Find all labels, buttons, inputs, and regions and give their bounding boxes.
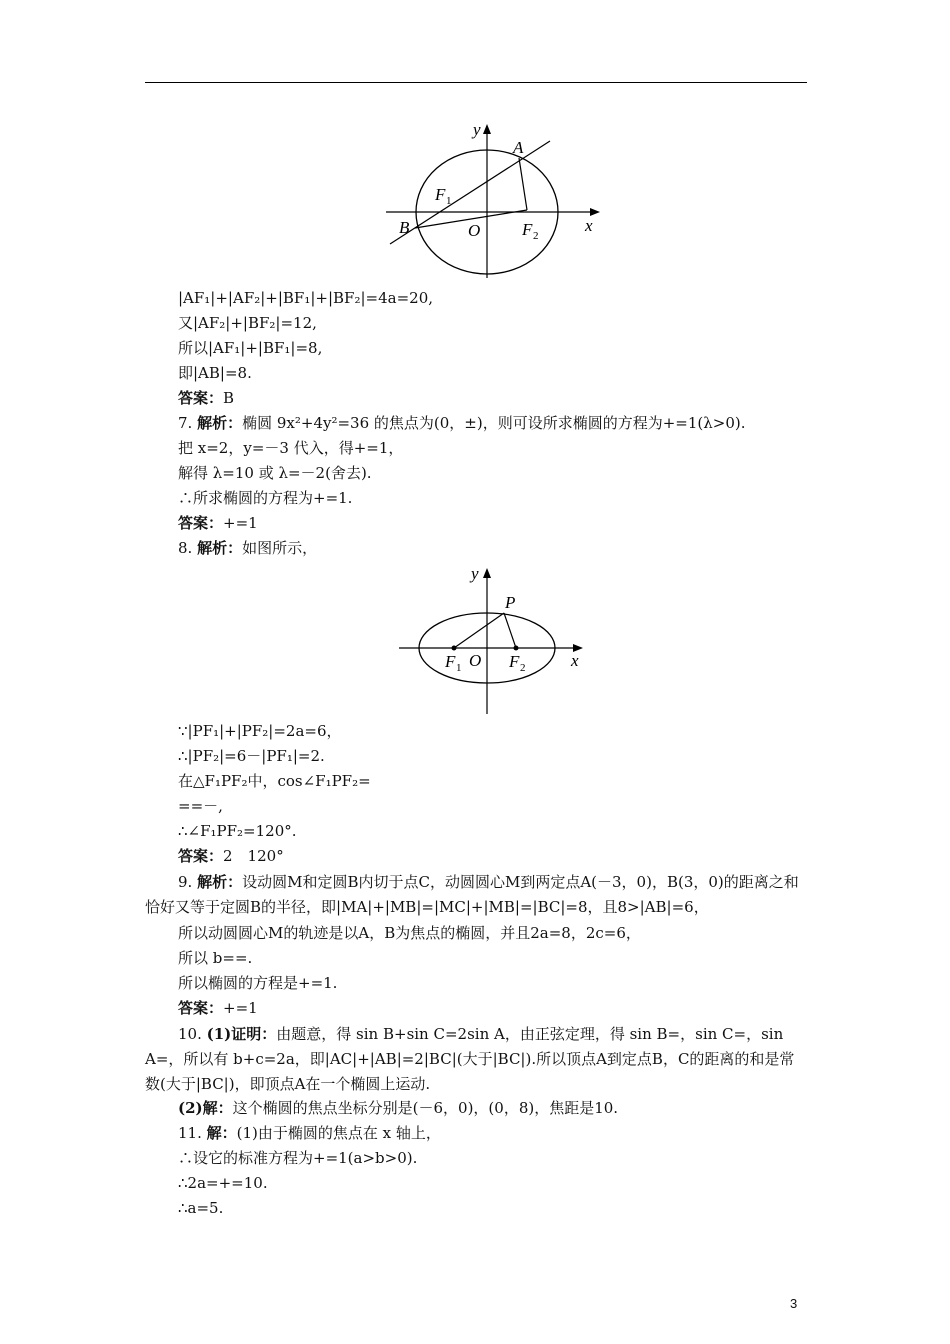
x-axis-arrow [590, 208, 600, 216]
figure-ellipse-1 [380, 118, 610, 283]
point-f2 [514, 646, 519, 651]
answer-9 [178, 997, 258, 1019]
answer-text: +=1 [223, 514, 258, 532]
label-x: x [571, 651, 579, 670]
q8-line-3: ∴|PF₂|=6－|PF₁|=2. [178, 747, 325, 765]
q11-line-3: ∴2a=+=10. [178, 1174, 268, 1192]
segment-p-f2 [504, 613, 516, 648]
q9-line-4: 所以椭圆的方程是+=1. [178, 974, 338, 992]
label-y: y [473, 120, 481, 139]
segment-f1-p [454, 613, 504, 648]
q9-label: 解析： [197, 873, 243, 891]
answer-6 [178, 387, 234, 409]
q10-paragraph [145, 1022, 807, 1097]
answer-8 [178, 845, 284, 867]
label-f2: F [509, 652, 520, 671]
q7-text: 椭圆 9x²+4y²=36 的焦点为(0，±)，则可设所求椭圆的方程为+=1(λ>0). [242, 414, 746, 432]
label-f1-sub: 1 [446, 195, 452, 207]
answer-7 [178, 512, 258, 534]
label-o: O [469, 651, 482, 670]
answer-text: 2 120° [223, 847, 284, 865]
label-f1: F [435, 185, 446, 204]
q10-text: 由题意，得 sin B+sin C=2sin A，由正弦定理，得 sin B=，sin C=，sin A=，所以有 b+c=2a，即|AC|+|AB|=2|BC|(大于|BC|).所以顶点A到定点B，C的距离的和是常数(大于|BC|)，即顶点A在一个椭圆上运动. [145, 1025, 795, 1093]
q7-number: 7. [178, 414, 193, 432]
q9-line-2: 所以动圆圆心M的轨迹是以A，B为焦点的椭圆，并且2a=8，2c=6， [178, 924, 641, 942]
q11-line-2: ∴设它的标准方程为+=1(a>b>0). [178, 1149, 418, 1167]
q9-line-3: 所以 b==. [178, 949, 253, 967]
q9-paragraph [145, 870, 807, 920]
line-2: 又|AF₂|+|BF₂|=12, [178, 314, 317, 332]
label-f1: F [445, 652, 456, 671]
q8-line-4: 在△F₁PF₂中，cos∠F₁PF₂= [178, 772, 371, 790]
label-p: P [505, 593, 516, 612]
answer-text: B [223, 389, 235, 407]
label-x: x [585, 216, 593, 235]
q7-line-2: 把 x=2，y=－3 代入，得+=1， [178, 439, 404, 457]
q11-label: 解： [206, 1124, 237, 1142]
label-y: y [471, 564, 479, 583]
q11-line-1 [178, 1122, 441, 1144]
label-f1-sub: 1 [456, 662, 462, 674]
answer-label: 答案： [178, 389, 224, 407]
q8-number: 8. [178, 539, 193, 557]
label-b: B [399, 218, 410, 237]
label-f2-sub: 2 [520, 662, 526, 674]
q10-label: (1)证明： [206, 1025, 277, 1043]
q8-line-6: ∴∠F₁PF₂=120°. [178, 822, 297, 840]
q8-line-5: ==－, [178, 797, 223, 815]
line-3: 所以|AF₁|+|BF₁|=8, [178, 339, 323, 357]
answer-label: 答案： [178, 999, 224, 1017]
label-o: O [468, 221, 481, 240]
q11-number: 11. [178, 1124, 202, 1142]
q11-text: (1)由于椭圆的焦点在 x 轴上， [236, 1124, 441, 1142]
q10-part2-label: (2)解： [178, 1099, 233, 1117]
y-axis-arrow [483, 124, 491, 134]
q9-number: 9. [178, 873, 193, 891]
y-axis-arrow [483, 568, 491, 578]
figure-ellipse-2 [393, 562, 593, 717]
label-f2: F [522, 220, 533, 239]
q10-number: 10. [178, 1025, 202, 1043]
q8-line-1 [178, 537, 317, 559]
header-rule [145, 82, 807, 83]
q9-text: 设动圆M和定圆B内切于点C，动圆圆心M到两定点A(－3，0)，B(3，0)的距离之和恰好又等于定圆B的半径，即|MA|+|MB|=|MC|+|MB|=|BC|=8，且8>|AB|=6， [145, 873, 799, 916]
label-a: A [513, 138, 524, 157]
segment-a-f2 [519, 158, 527, 210]
answer-label: 答案： [178, 514, 224, 532]
q7-label: 解析： [197, 414, 243, 432]
q10-part2-text: 这个椭圆的焦点坐标分别是(－6，0)，(0，8)，焦距是10. [232, 1099, 619, 1117]
q8-label: 解析： [197, 539, 243, 557]
q10-part-2 [178, 1097, 618, 1119]
label-f2-sub: 2 [533, 230, 539, 242]
line-1: |AF₁|+|AF₂|+|BF₁|+|BF₂|=4a=20, [178, 289, 434, 307]
line-4: 即|AB|=8. [178, 364, 252, 382]
answer-label: 答案： [178, 847, 224, 865]
q8-text: 如图所示， [242, 539, 318, 557]
q8-line-2: ∵|PF₁|+|PF₂|=2a=6， [178, 722, 342, 740]
q7-line-1 [178, 412, 746, 434]
point-f1 [452, 646, 457, 651]
q11-line-4: ∴a=5. [178, 1199, 224, 1217]
q7-line-3: 解得 λ=10 或 λ=－2(舍去). [178, 464, 372, 482]
answer-text: +=1 [223, 999, 258, 1017]
page-number: 3 [790, 1296, 798, 1311]
q7-line-4: ∴所求椭圆的方程为+=1. [178, 489, 353, 507]
